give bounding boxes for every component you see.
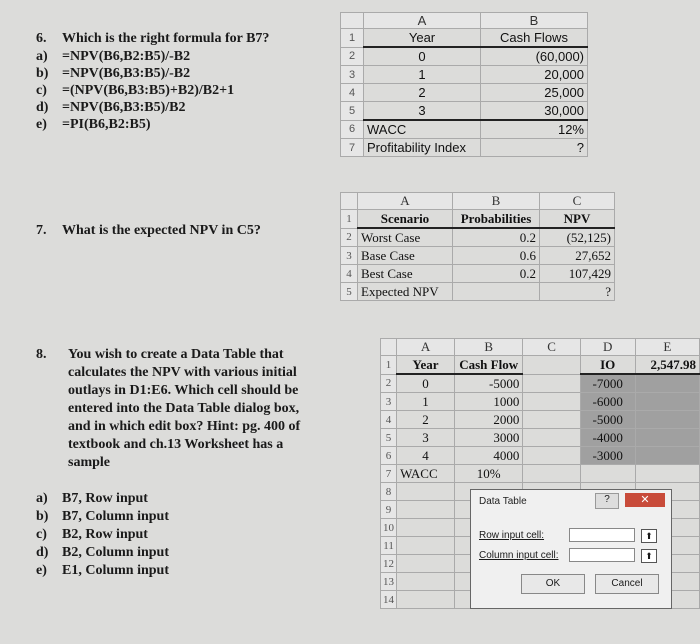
- option-text: B7, Row input: [62, 491, 148, 506]
- cell-b: 25,000: [481, 84, 588, 102]
- cell-e: [635, 429, 699, 447]
- question-8: [36, 346, 62, 363]
- option-letter: c): [36, 83, 47, 98]
- option-row: [36, 562, 169, 579]
- ok-button[interactable]: OK: [521, 574, 585, 594]
- cancel-button[interactable]: Cancel: [595, 574, 659, 594]
- cell-a: WACC: [364, 120, 481, 139]
- cell-d: [580, 465, 635, 483]
- row-header: 13: [381, 573, 397, 591]
- row-header: 1: [341, 29, 364, 48]
- cell-c: [523, 429, 580, 447]
- cell-b: 10%: [454, 465, 522, 483]
- col-header-c: C: [540, 193, 615, 210]
- cell-a: [397, 537, 455, 555]
- option-row: [36, 48, 190, 65]
- option-row: [36, 526, 148, 543]
- cell-b: 2000: [454, 411, 522, 429]
- row-input-field[interactable]: [569, 528, 635, 542]
- col-header-a: A: [397, 339, 455, 356]
- row-header: 8: [381, 483, 397, 501]
- cell-a: [397, 555, 455, 573]
- cell-a: [397, 519, 455, 537]
- cell-a: 1: [364, 66, 481, 84]
- option-letter: c): [36, 527, 47, 542]
- cell-b: ?: [481, 139, 588, 157]
- option-row: [36, 65, 190, 82]
- cell-d: -7000: [580, 374, 635, 393]
- col-header-b: B: [454, 339, 522, 356]
- cell-a: 2: [397, 411, 455, 429]
- option-letter: b): [36, 66, 49, 81]
- cell-a: Profitability Index: [364, 139, 481, 157]
- help-button[interactable]: ?: [595, 493, 619, 509]
- cell-b: [453, 283, 540, 301]
- row-header: 3: [381, 393, 397, 411]
- col-header-b: B: [453, 193, 540, 210]
- cell-a: [397, 501, 455, 519]
- cell-a: Year: [397, 356, 455, 375]
- cell-b: 0.6: [453, 247, 540, 265]
- col-header-a: A: [364, 13, 481, 29]
- row-header: 6: [381, 447, 397, 465]
- option-text: B7, Column input: [62, 509, 169, 524]
- cell-e: [635, 393, 699, 411]
- cell-b: 20,000: [481, 66, 588, 84]
- row-input-collapse-icon[interactable]: ⬆: [641, 529, 657, 543]
- cell-e: [635, 465, 699, 483]
- row-header: 6: [341, 120, 364, 139]
- cell-e: 2,547.98: [635, 356, 699, 375]
- cell-a: [397, 483, 455, 501]
- cell-c: [523, 356, 580, 375]
- cell-a: 0: [397, 374, 455, 393]
- row-header: 3: [341, 247, 358, 265]
- column-input-field[interactable]: [569, 548, 635, 562]
- cell-d: -3000: [580, 447, 635, 465]
- cell-d: IO: [580, 356, 635, 375]
- option-row: [36, 544, 169, 561]
- cell-c: 27,652: [540, 247, 615, 265]
- cell-a: Best Case: [358, 265, 453, 283]
- cell-a: 3: [364, 102, 481, 121]
- cell-b: Cash Flow: [454, 356, 522, 375]
- row-header: 1: [341, 210, 358, 229]
- question-7-number: 7.: [36, 223, 47, 238]
- sheet-q7: [340, 192, 615, 301]
- row-header: 1: [381, 356, 397, 375]
- cell-a: WACC: [397, 465, 455, 483]
- cell-b: Probabilities: [453, 210, 540, 229]
- cell-c: 107,429: [540, 265, 615, 283]
- col-header-a: A: [358, 193, 453, 210]
- option-letter: d): [36, 545, 49, 560]
- cell-a: Year: [364, 29, 481, 48]
- column-input-collapse-icon[interactable]: ⬆: [641, 549, 657, 563]
- cell-a: 2: [364, 84, 481, 102]
- row-header: 7: [341, 139, 364, 157]
- cell-a: 0: [364, 47, 481, 66]
- question-7-text: What is the expected NPV in C5?: [62, 223, 261, 238]
- cell-a: Scenario: [358, 210, 453, 229]
- option-row: [36, 490, 148, 507]
- cell-a: [397, 573, 455, 591]
- option-text: B2, Column input: [62, 545, 169, 560]
- cell-d: -4000: [580, 429, 635, 447]
- option-text: =NPV(B6,B2:B5)/-B2: [62, 49, 191, 64]
- question-8-line: entered into the Data Table dialog box,: [68, 401, 300, 416]
- cell-c: [523, 465, 580, 483]
- question-8-number: 8.: [36, 347, 47, 362]
- cell-b: 12%: [481, 120, 588, 139]
- cell-a: Base Case: [358, 247, 453, 265]
- row-input-label: Row input cell:: [479, 530, 545, 541]
- cell-b: 30,000: [481, 102, 588, 121]
- cell-a: Worst Case: [358, 228, 453, 247]
- cell-b: 3000: [454, 429, 522, 447]
- cell-b: 1000: [454, 393, 522, 411]
- cell-b: Cash Flows: [481, 29, 588, 48]
- cell-d: -5000: [580, 411, 635, 429]
- cell-c: NPV: [540, 210, 615, 229]
- row-header: 4: [381, 411, 397, 429]
- cell-c: [523, 411, 580, 429]
- row-header: 2: [381, 374, 397, 393]
- row-header: 4: [341, 84, 364, 102]
- column-input-label: Column input cell:: [479, 550, 559, 561]
- cell-c: [523, 447, 580, 465]
- cell-b: 4000: [454, 447, 522, 465]
- cell-e: [635, 411, 699, 429]
- sheet-q6: [340, 12, 588, 157]
- question-8-line: sample: [68, 455, 110, 470]
- col-header-d: D: [580, 339, 635, 356]
- row-header: 5: [341, 283, 358, 301]
- option-letter: d): [36, 100, 49, 115]
- option-text: =PI(B6,B2:B5): [62, 117, 151, 132]
- option-text: =(NPV(B6,B3:B5)+B2)/B2+1: [62, 83, 235, 98]
- option-text: B2, Row input: [62, 527, 148, 542]
- cell-a: [397, 591, 455, 609]
- cell-a: 4: [397, 447, 455, 465]
- close-button[interactable]: ✕: [625, 493, 665, 507]
- row-header: 12: [381, 555, 397, 573]
- cell-b: -5000: [454, 374, 522, 393]
- row-header: 3: [341, 66, 364, 84]
- option-letter: e): [36, 563, 47, 578]
- option-letter: a): [36, 49, 48, 64]
- option-text: =NPV(B6,B3:B5)/-B2: [62, 66, 191, 81]
- question-8-line: outlays in D1:E6. Which cell should be: [68, 383, 299, 398]
- col-header-b: B: [481, 13, 588, 29]
- cell-e: [635, 447, 699, 465]
- cell-e: [635, 374, 699, 393]
- dialog-title: Data Table: [479, 496, 527, 507]
- option-row: [36, 508, 169, 525]
- question-8-line: You wish to create a Data Table that: [68, 347, 284, 362]
- question-7: [36, 222, 261, 239]
- row-header: 5: [381, 429, 397, 447]
- row-header: 14: [381, 591, 397, 609]
- question-6-text: Which is the right formula for B7?: [62, 31, 270, 46]
- col-header-e: E: [635, 339, 699, 356]
- question-8-line: calculates the NPV with various initial: [68, 365, 297, 380]
- option-text: E1, Column input: [62, 563, 169, 578]
- row-header: 2: [341, 47, 364, 66]
- cell-c: ?: [540, 283, 615, 301]
- option-letter: e): [36, 117, 47, 132]
- question-6-number: 6.: [36, 31, 47, 46]
- row-header: 11: [381, 537, 397, 555]
- option-letter: a): [36, 491, 48, 506]
- col-header-c: C: [523, 339, 580, 356]
- option-row: [36, 82, 234, 99]
- cell-a: Expected NPV: [358, 283, 453, 301]
- question-6: [36, 30, 269, 47]
- row-header: 2: [341, 228, 358, 247]
- cell-b: (60,000): [481, 47, 588, 66]
- cell-c: [523, 393, 580, 411]
- cell-c: [523, 374, 580, 393]
- option-text: =NPV(B6,B3:B5)/B2: [62, 100, 186, 115]
- option-letter: b): [36, 509, 49, 524]
- row-header: 9: [381, 501, 397, 519]
- question-8-line: and in which edit box? Hint: pg. 400 of: [68, 419, 301, 434]
- cell-c: (52,125): [540, 228, 615, 247]
- cell-b: 0.2: [453, 228, 540, 247]
- question-8-line: textbook and ch.13 Worksheet has a: [68, 437, 284, 452]
- row-header: 7: [381, 465, 397, 483]
- row-header: 10: [381, 519, 397, 537]
- cell-a: 3: [397, 429, 455, 447]
- cell-a: 1: [397, 393, 455, 411]
- option-row: [36, 99, 185, 116]
- data-table-dialog: [470, 489, 672, 609]
- option-row: [36, 116, 150, 133]
- row-header: 5: [341, 102, 364, 121]
- row-header: 4: [341, 265, 358, 283]
- cell-b: 0.2: [453, 265, 540, 283]
- cell-d: -6000: [580, 393, 635, 411]
